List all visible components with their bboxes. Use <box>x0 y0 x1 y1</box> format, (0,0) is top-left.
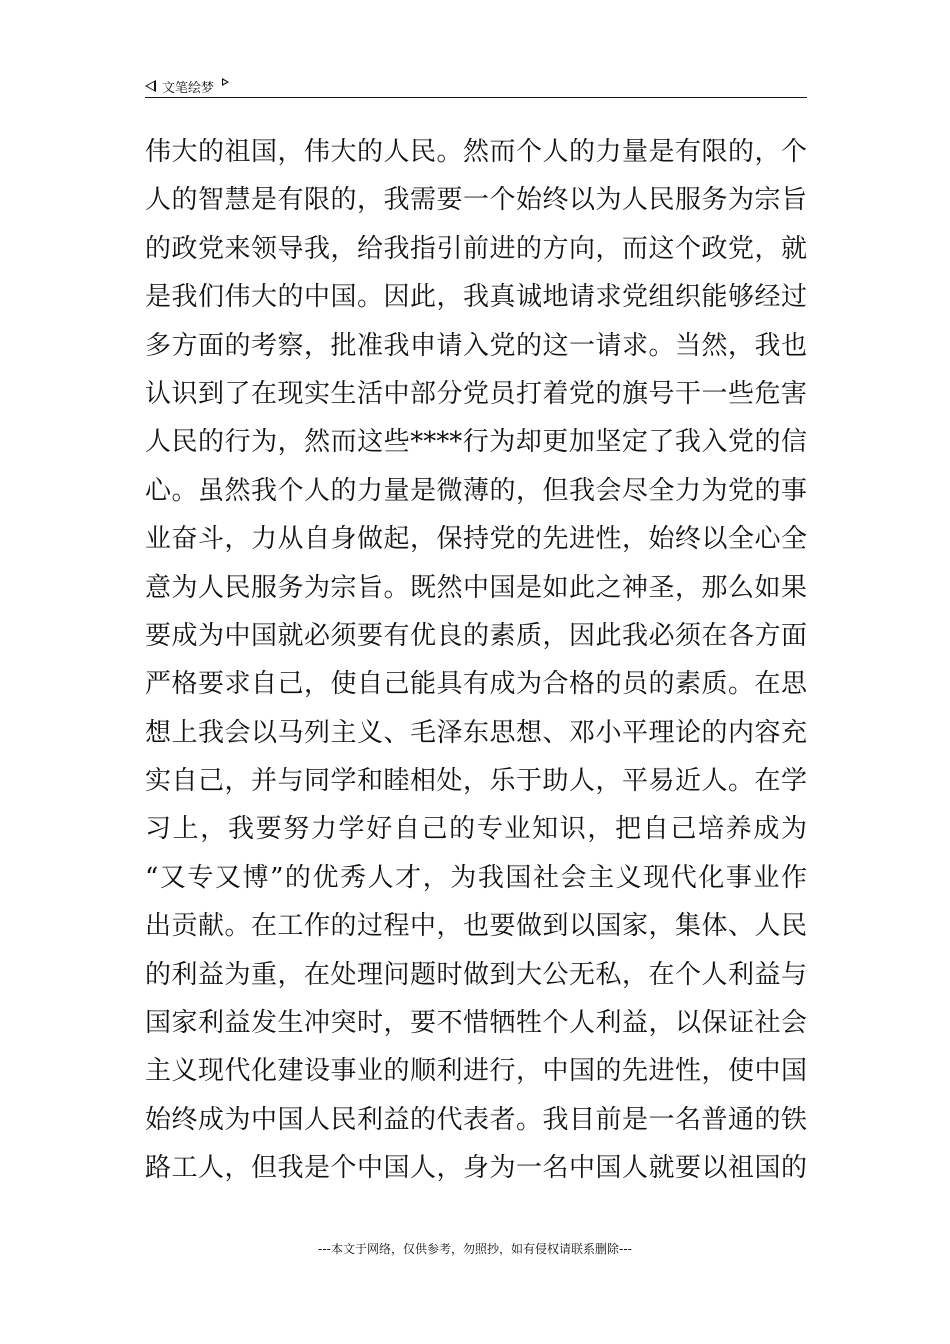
header-title: 文笔绘梦 <box>162 80 215 96</box>
body-line: 要成为中国就必须要有优良的素质，因此我必须在各方面 <box>145 620 807 651</box>
body-line: 业奋斗，力从自身做起，保持党的先进性，始终以全心全 <box>145 524 807 555</box>
body-line: 的利益为重，在处理问题时做到大公无私，在个人利益与 <box>145 959 807 990</box>
body-line: 人的智慧是有限的，我需要一个始终以为人民服务为宗旨 <box>145 185 807 216</box>
body-line: 路工人，但我是个中国人，身为一名中国人就要以祖国的 <box>145 1153 807 1184</box>
header-divider <box>145 97 807 98</box>
body-line: 的政党来领导我，给我指引前进的方向，而这个政党，就 <box>145 233 807 264</box>
page-header <box>145 74 807 98</box>
body-line: 始终成为中国人民利益的代表者。我目前是一名普通的铁 <box>145 1104 807 1135</box>
body-line: 是我们伟大的中国。因此，我真诚地请求党组织能够经过 <box>145 282 807 313</box>
page-footer: ---本文于网络，仅供参考，勿照抄，如有侵权请联系删除--- <box>318 1242 632 1256</box>
body-line: 伟大的祖国，伟大的人民。然而个人的力量是有限的，个 <box>145 137 807 167</box>
body-line: 国家利益发生冲突时，要不惜牺牲个人利益，以保证社会 <box>145 1008 807 1039</box>
body-line: 出贡献。在工作的过程中，也要做到以国家，集体、人民 <box>145 911 807 942</box>
body-line: 认识到了在现实生活中部分党员打着党的旗号干一些危害 <box>145 378 807 409</box>
triangle-left-icon <box>145 80 156 92</box>
body-paragraph <box>145 128 807 1193</box>
body-line: 人民的行为，然而这些****行为却更加坚定了我入党的信 <box>145 427 807 458</box>
body-line: 多方面的考察，批准我申请入党的这一请求。当然，我也 <box>145 330 807 361</box>
triangle-right-icon <box>222 78 229 86</box>
body-line: 心。虽然我个人的力量是微薄的，但我会尽全力为党的事 <box>145 475 807 506</box>
body-line: 严格要求自己，使自己能具有成为合格的员的素质。在思 <box>145 669 807 700</box>
body-line: “又专又博”的优秀人才，为我国社会主义现代化事业作 <box>145 862 807 893</box>
body-line: 意为人民服务为宗旨。既然中国是如此之神圣，那么如果 <box>145 572 807 603</box>
body-line: 主义现代化建设事业的顺利进行，中国的先进性，使中国 <box>145 1056 807 1087</box>
body-line: 习上，我要努力学好自己的专业知识，把自己培养成为 <box>145 814 807 845</box>
body-line: 实自己，并与同学和睦相处，乐于助人，平易近人。在学 <box>145 766 807 797</box>
body-line: 想上我会以马列主义、毛泽东思想、邓小平理论的内容充 <box>145 717 807 748</box>
